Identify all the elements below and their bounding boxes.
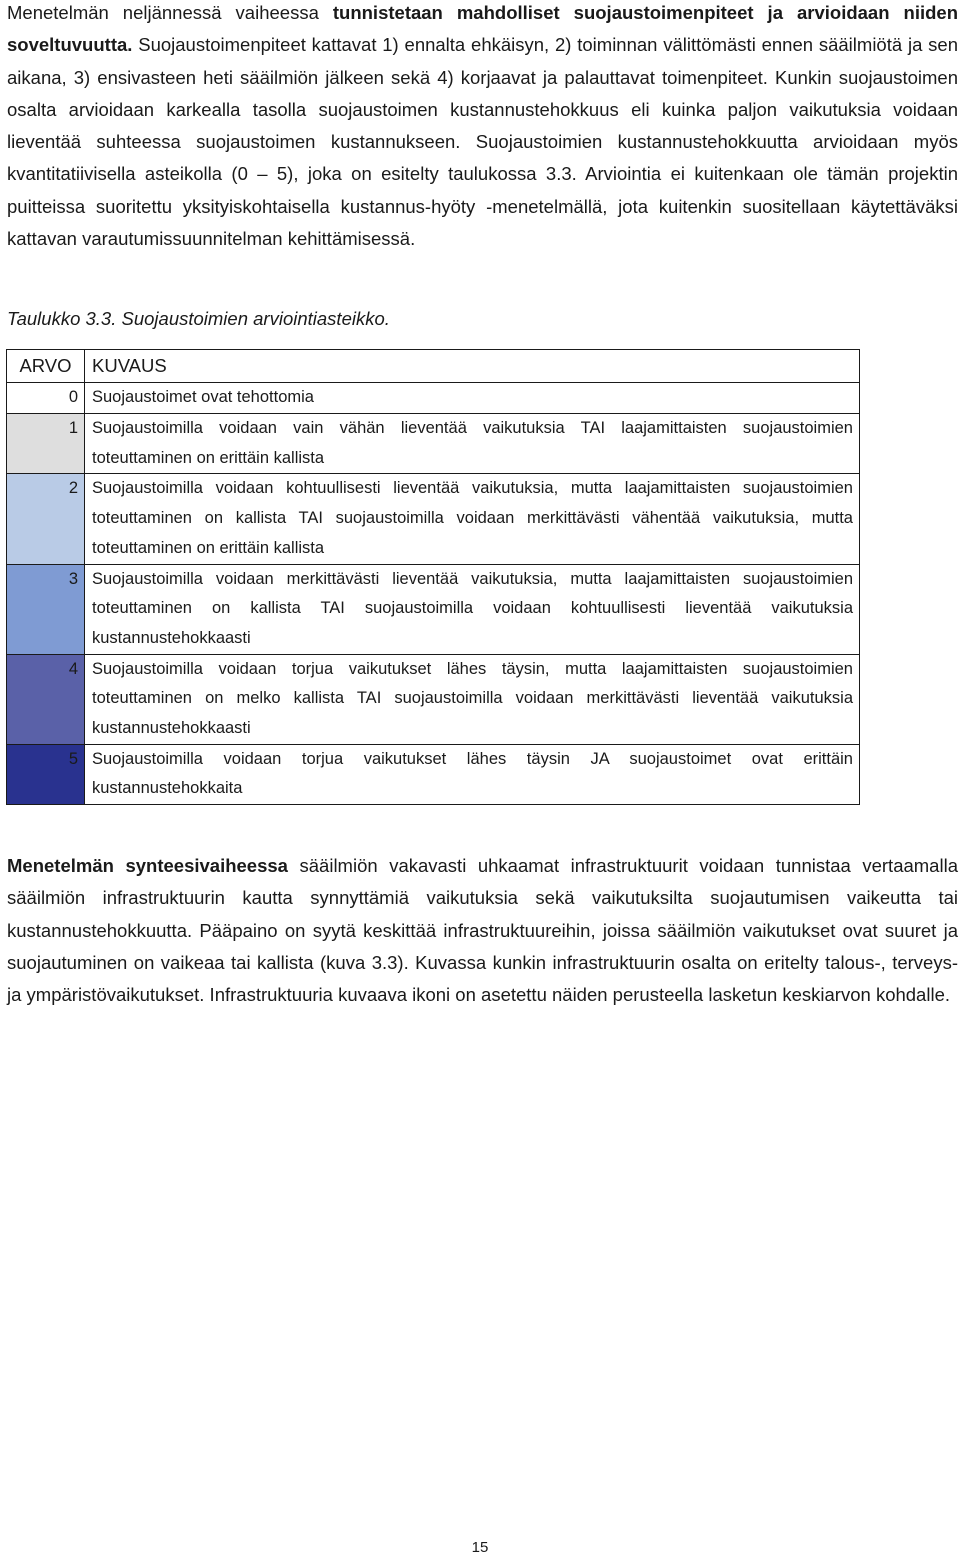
synthesis-paragraph [7, 850, 958, 1011]
row-description-cell: Suojaustoimilla voidaan torjua vaikutukset lähes täysin, mutta laajamittaisten suojaustoimien toteuttaminen on melko kallista TAI suojaustoimilla voidaan merkittävästi lieventää vaikutuksia kustannustehokkaasti [85, 654, 860, 744]
intro-bold: tunnistetaan mahdolliset suojaustoimenpiteet ja arvioidaan niiden soveltuvuutta. [7, 2, 958, 56]
table-row [7, 383, 860, 414]
row-value-cell: 1 [7, 414, 85, 474]
row-description-cell: Suojaustoimilla voidaan torjua vaikutukset lähes täysin JA suojaustoimet ovat erittäin kustannustehokkaita [85, 744, 860, 804]
assessment-scale-table [6, 349, 860, 805]
table-caption: Taulukko 3.3. Suojaustoimien arviointiasteikko. [7, 308, 390, 329]
table-row [7, 654, 860, 744]
intro-lead: Menetelmän neljännessä vaiheessa [7, 2, 333, 23]
table-row [7, 564, 860, 654]
table-header-row [7, 350, 860, 383]
table-row [7, 744, 860, 804]
row-description-cell: Suojaustoimilla voidaan merkittävästi lieventää vaikutuksia, mutta laajamittaisten suojaustoimien toteuttaminen on kallista TAI suojaustoimilla voidaan kohtuullisesti lieventää vaikutuksia kustannustehokkaasti [85, 564, 860, 654]
synthesis-bold: Menetelmän synteesivaiheessa [7, 855, 288, 876]
header-value: ARVO [7, 350, 85, 383]
row-value-cell: 2 [7, 474, 85, 564]
row-description-cell: Suojaustoimilla voidaan vain vähän lieventää vaikutuksia TAI laajamittaisten suojaustoimien toteuttaminen on erittäin kallista [85, 414, 860, 474]
row-description-cell: Suojaustoimet ovat tehottomia [85, 383, 860, 414]
table-row [7, 414, 860, 474]
row-value-cell: 3 [7, 564, 85, 654]
row-value-cell: 4 [7, 654, 85, 744]
row-description-cell: Suojaustoimilla voidaan kohtuullisesti lieventää vaikutuksia, mutta laajamittaisten suojaustoimien toteuttaminen on kallista TAI suojaustoimilla voidaan merkittävästi vähentää vaikutuksia, mutta toteuttaminen on erittäin kallista [85, 474, 860, 564]
header-description: KUVAUS [85, 350, 860, 383]
table-row [7, 474, 860, 564]
intro-rest: Suojaustoimenpiteet kattavat 1) ennalta ehkäisyn, 2) toiminnan välittömästi ennen sääilmiötä ja sen aikana, 3) ensivasteen heti sääilmiön jälkeen sekä 4) korjaavat ja palauttavat toimenpiteet. Kunkin suojaustoimen osalta arvioidaan karkealla tasolla suojaustoimen kustannustehokkuus eli kuinka paljon vaikutuksia voidaan lieventää suhteessa suojaustoimen kustannukseen. Suojaustoimien kustannustehokkuutta arvioidaan myös kvantitatiivisella asteikolla (0 – 5), joka on esitelty taulukossa 3.3. Arviointia ei kuitenkaan ole tämän projektin puitteissa suoritettu yksityiskohtaisella kustannus-hyöty -menetelmällä, jota kuitenkin suositellaan käytettäväksi kattavan varautumissuunnitelman kehittämisessä. [7, 34, 958, 250]
row-value-cell: 5 [7, 744, 85, 804]
intro-paragraph [7, 0, 958, 255]
row-value-cell: 0 [7, 383, 85, 414]
page-number: 15 [471, 1539, 489, 1556]
synthesis-rest: sääilmiön vakavasti uhkaamat infrastruktuurit voidaan tunnistaa vertaamalla sääilmiön infrastruktuurin kautta synnyttämiä vaikutuksia sekä vaikutuksilta suojautumisen vaikeutta tai kustannustehokkuutta. Pääpaino on syytä keskittää infrastruktuureihin, joissa sääilmiön vaikutukset ovat suuret ja suojautuminen on vaikeaa tai kallista (kuva 3.3). Kuvassa kunkin infrastruktuurin osalta on eritelty talous-, terveys- ja ympäristövaikutukset. Infrastruktuuria kuvaava ikoni on asetettu näiden perusteella lasketun keskiarvon kohdalle. [7, 855, 958, 1006]
